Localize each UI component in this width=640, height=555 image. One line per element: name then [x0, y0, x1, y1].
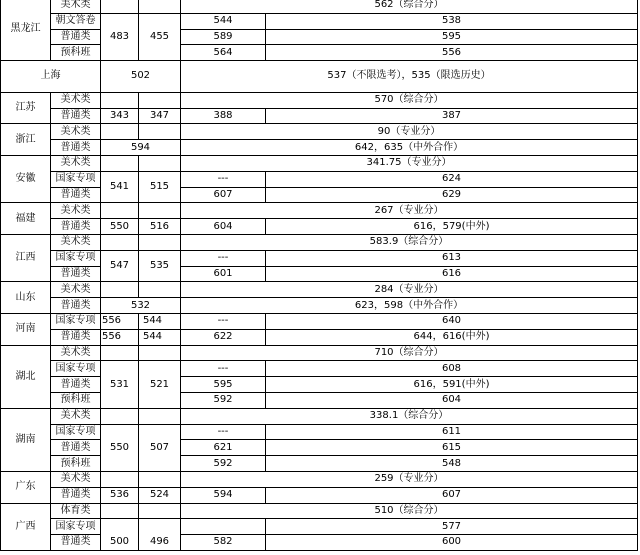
score-col-5: 604 [181, 219, 266, 235]
score-col-4: 544 [139, 313, 181, 329]
category-cell: 美术类 [51, 0, 101, 13]
score-col-6: 387 [266, 108, 638, 124]
score-col-5: --- [181, 250, 266, 266]
category-cell: 美术类 [51, 203, 101, 219]
table-row [1, 519, 638, 535]
score-col-3: 556 [101, 313, 139, 329]
table-row [1, 140, 638, 156]
score-col-4: 516 [139, 219, 181, 235]
score-col-3: 547 [101, 250, 139, 282]
table-row [1, 345, 638, 361]
score-col-5: 607 [181, 187, 266, 203]
category-cell: 普通类 [51, 187, 101, 203]
score-col-5: 621 [181, 440, 266, 456]
empty-cell [139, 124, 181, 140]
table-row [1, 535, 638, 551]
category-cell: 预科班 [51, 45, 101, 61]
score-col-6: 600 [266, 535, 638, 551]
score-col-6: 616，579(中外) [266, 219, 638, 235]
score-col-6: 616 [266, 266, 638, 282]
empty-cell [101, 124, 139, 140]
empty-cell [101, 471, 139, 487]
score-col-6: 577 [266, 519, 638, 535]
empty-cell [139, 155, 181, 171]
score-col-6: 604 [266, 392, 638, 408]
score-col-3: 531 [101, 361, 139, 408]
score-col-6: 595 [266, 29, 638, 45]
score-col-6: 538 [266, 13, 638, 29]
category-cell: 普通类 [51, 219, 101, 235]
score-col-5-6-merged: 259（专业分） [181, 471, 638, 487]
score-col-6: 624 [266, 171, 638, 187]
empty-cell [101, 92, 139, 108]
score-col-6: 640 [266, 313, 638, 329]
empty-cell [139, 282, 181, 298]
empty-cell [139, 471, 181, 487]
score-col-5: --- [181, 424, 266, 440]
score-col-5-6-merged: 510（综合分） [181, 503, 638, 519]
province-cell: 福建 [1, 203, 51, 235]
category-cell: 普通类 [51, 266, 101, 282]
score-col-5: 582 [181, 535, 266, 551]
table-row [1, 13, 638, 29]
table-row [1, 313, 638, 329]
score-col-6: 608 [266, 361, 638, 377]
category-cell: 普通类 [51, 377, 101, 393]
table-row [1, 92, 638, 108]
score-col-4: 515 [139, 171, 181, 203]
score-col-5-6-merged: 570（综合分） [181, 92, 638, 108]
score-col-5-6-merged: 642，635（中外合作） [181, 140, 638, 156]
empty-cell [139, 408, 181, 424]
score-col-3: 550 [101, 424, 139, 471]
category-cell: 普通类 [51, 108, 101, 124]
empty-cell [101, 282, 139, 298]
table-row [1, 124, 638, 140]
score-col-3: 541 [101, 171, 139, 203]
category-cell: 普通类 [51, 487, 101, 503]
table-row [1, 234, 638, 250]
score-col-4: 496 [139, 519, 181, 551]
score-col-5-6-merged: 583.9（综合分） [181, 234, 638, 250]
category-cell: 美术类 [51, 92, 101, 108]
province-cell: 黑龙江 [1, 0, 51, 61]
score-col-4: 507 [139, 424, 181, 471]
table-row [1, 266, 638, 282]
category-cell: 国家专项 [51, 313, 101, 329]
table-row [1, 203, 638, 219]
score-col-5: 595 [181, 377, 266, 393]
score-col-6: 644，616(中外) [266, 329, 638, 345]
score-col-5-6-merged: 341.75（专业分） [181, 155, 638, 171]
score-col-3: 556 [101, 329, 139, 345]
table-row [1, 250, 638, 266]
score-col-4: 455 [139, 13, 181, 60]
score-col-3: 550 [101, 219, 139, 235]
province-cell: 山东 [1, 282, 51, 314]
province-cell: 河南 [1, 313, 51, 345]
category-cell: 美术类 [51, 234, 101, 250]
score-col-5: 622 [181, 329, 266, 345]
score-col-5-6-merged: 562（综合分） [181, 0, 638, 13]
score-col-6: 548 [266, 456, 638, 472]
category-cell: 国家专项 [51, 361, 101, 377]
table-row [1, 487, 638, 503]
category-cell: 美术类 [51, 124, 101, 140]
category-cell: 普通类 [51, 298, 101, 314]
province-cell: 广西 [1, 503, 51, 550]
score-col-6: 615 [266, 440, 638, 456]
category-cell: 美术类 [51, 282, 101, 298]
score-col-6: 613 [266, 250, 638, 266]
empty-cell [101, 503, 139, 519]
empty-cell [139, 0, 181, 13]
score-col-3: 343 [101, 108, 139, 124]
province-cell: 湖北 [1, 345, 51, 408]
empty-cell [101, 345, 139, 361]
score-col-5: 388 [181, 108, 266, 124]
category-cell: 美术类 [51, 345, 101, 361]
province-cell: 江苏 [1, 92, 51, 124]
empty-cell [101, 0, 139, 13]
score-col-3: 536 [101, 487, 139, 503]
score-col-5-6-merged: 90（专业分） [181, 124, 638, 140]
table-row [1, 0, 638, 13]
score-col-4: 524 [139, 487, 181, 503]
score-col-5: 592 [181, 392, 266, 408]
score-col-5: --- [181, 313, 266, 329]
category-cell: 国家专项 [51, 171, 101, 187]
empty-cell [101, 234, 139, 250]
table-row [1, 392, 638, 408]
category-cell: 国家专项 [51, 250, 101, 266]
empty-cell [181, 519, 266, 535]
table-row [1, 440, 638, 456]
table-row [1, 503, 638, 519]
table-row [1, 424, 638, 440]
score-col-5: 589 [181, 29, 266, 45]
category-cell: 预科班 [51, 392, 101, 408]
score-col-5: 564 [181, 45, 266, 61]
empty-cell [139, 503, 181, 519]
table-row [1, 471, 638, 487]
score-col-5: --- [181, 171, 266, 187]
province-cell: 江西 [1, 234, 51, 281]
category-cell: 普通类 [51, 535, 101, 551]
score-col-6: 616，591(中外) [266, 377, 638, 393]
empty-cell [139, 92, 181, 108]
category-cell: 体育类 [51, 503, 101, 519]
score-col-5: 594 [181, 487, 266, 503]
score-col-3: 500 [101, 519, 139, 551]
table-row [1, 408, 638, 424]
table-row [1, 282, 638, 298]
table-row [1, 171, 638, 187]
score-col-5-6-merged: 284（专业分） [181, 282, 638, 298]
province-cell: 安徽 [1, 155, 51, 202]
category-cell: 普通类 [51, 440, 101, 456]
table-row [1, 361, 638, 377]
score-col-3: 483 [101, 13, 139, 60]
table-row [1, 377, 638, 393]
score-col-6: 611 [266, 424, 638, 440]
category-cell: 普通类 [51, 29, 101, 45]
table-row [1, 456, 638, 472]
score-col-5: 544 [181, 13, 266, 29]
empty-cell [101, 155, 139, 171]
category-cell: 普通类 [51, 329, 101, 345]
table-row [1, 45, 638, 61]
table-row [1, 298, 638, 314]
score-col-3-4-merged: 532 [101, 298, 181, 314]
category-cell: 国家专项 [51, 519, 101, 535]
category-cell: 预科班 [51, 456, 101, 472]
empty-cell [101, 203, 139, 219]
score-col-4: 544 [139, 329, 181, 345]
category-cell: 朝文答卷 [51, 13, 101, 29]
category-cell: 美术类 [51, 471, 101, 487]
score-col-4: 535 [139, 250, 181, 282]
category-cell: 普通类 [51, 140, 101, 156]
table-row [1, 155, 638, 171]
province-cell: 广东 [1, 471, 51, 503]
score-col-4: 347 [139, 108, 181, 124]
score-col-6: 607 [266, 487, 638, 503]
empty-cell [139, 203, 181, 219]
score-col-3-4-merged: 594 [101, 140, 181, 156]
score-col-4: 521 [139, 361, 181, 408]
score-col-5-6-merged: 338.1（综合分） [181, 408, 638, 424]
score-col-6: 556 [266, 45, 638, 61]
score-col-5-6-merged: 623，598（中外合作） [181, 298, 638, 314]
empty-cell [139, 345, 181, 361]
score-col-5: --- [181, 361, 266, 377]
category-cell: 美术类 [51, 155, 101, 171]
province-cell: 湖南 [1, 408, 51, 471]
score-col-6: 629 [266, 187, 638, 203]
score-col-5: 601 [181, 266, 266, 282]
category-cell: 国家专项 [51, 424, 101, 440]
table-row [1, 29, 638, 45]
score-col-5-6-merged: 267（专业分） [181, 203, 638, 219]
table-row [1, 108, 638, 124]
empty-cell [139, 234, 181, 250]
table-row [1, 187, 638, 203]
empty-cell [101, 408, 139, 424]
table-row [1, 329, 638, 345]
score-col-3-4-merged: 502 [101, 61, 181, 93]
score-col-5-6-merged: 537（不限选考），535（限选历史） [181, 61, 638, 93]
province-cell: 上海 [1, 61, 101, 93]
category-cell: 美术类 [51, 408, 101, 424]
score-col-5: 592 [181, 456, 266, 472]
score-col-5-6-merged: 710（综合分） [181, 345, 638, 361]
table-row [1, 61, 638, 93]
table-row [1, 219, 638, 235]
province-cell: 浙江 [1, 124, 51, 156]
